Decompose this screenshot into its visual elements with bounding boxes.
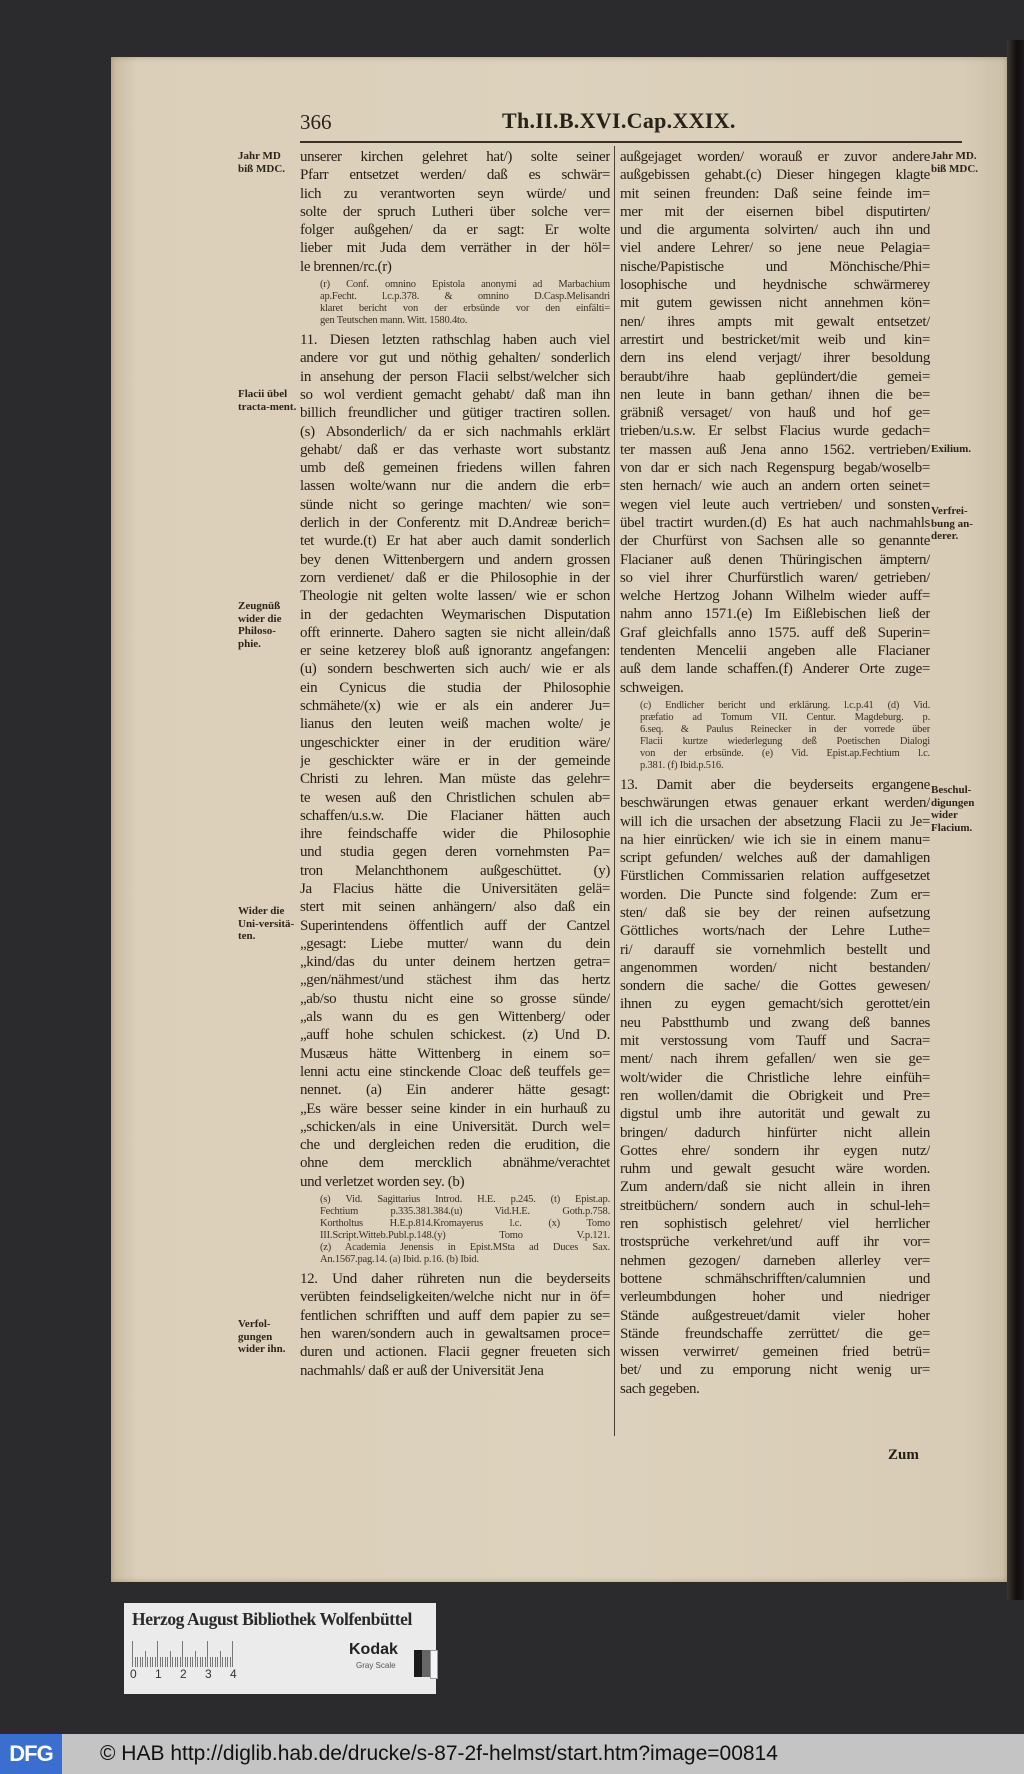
text-line: 12. Und daher rühreten nun die beyderseits <box>300 1271 610 1288</box>
ruler-tick <box>142 1657 143 1667</box>
ruler-tick <box>180 1657 181 1667</box>
text-line: nen leute in bann gethan/ ihnen die be= <box>620 386 930 403</box>
margin-note-accusations: Beschul-digungen wider Flacium. <box>931 784 975 834</box>
text-line: auß dem lande schaffen.(f) Anderer Orte zuge= <box>620 661 930 678</box>
ruler-tick <box>175 1657 176 1667</box>
text-line: und die argumenta solvirten/ auch ihn und <box>620 222 930 239</box>
text-line: mer mit der eisernen bibel disputirten/ <box>620 203 930 220</box>
gray-scale-label: Gray Scale <box>356 1661 396 1670</box>
ruler-tick <box>207 1641 208 1667</box>
text-line: nische/Papistische und Mönchische/Phi= <box>620 258 930 275</box>
text-line: streitbüchern/ sondern auch in schul-leh= <box>620 1197 930 1214</box>
running-title: Th.II.B.XVI.Cap.XXIX. <box>502 108 736 133</box>
footnote-line: 6.seq. & Paulus Reinecker in der vorrede über <box>640 723 930 735</box>
paragraph-block <box>620 776 930 1398</box>
ruler-tick <box>187 1657 188 1667</box>
margin-note-exile: Exilium. <box>931 443 972 455</box>
ruler-tick <box>157 1641 158 1667</box>
text-line: sten hernach/ wie auch an andern orten seinet= <box>620 478 930 495</box>
text-line: „Es wäre besser seine kinder in ein hurhauß zu <box>300 1100 610 1117</box>
text-line: hen waren/sondern auch in gewaltsamen proce= <box>300 1325 610 1342</box>
text-line: ter massen auß Jena anno 1562. vertrieben/ <box>620 441 930 458</box>
footnote-line: An.1567.pag.14. (a) Ibid. p.16. (b) Ibid. <box>320 1254 479 1266</box>
paragraph-block <box>300 148 610 276</box>
ruler-tick <box>177 1657 178 1667</box>
text-line: duren und actionen. Flacii gegner freueten sich <box>300 1344 610 1361</box>
text-line: offt erinnerte. Dahero sagten sie nicht allein/daß <box>300 624 610 641</box>
ruler-tick <box>182 1641 183 1667</box>
ruler-tick <box>225 1657 226 1667</box>
text-line: (s) Absonderlich/ da er sich nachmahls erklärt <box>300 423 610 440</box>
text-line: bringen/ dadurch hinfürter nicht allein <box>620 1124 930 1141</box>
ruler-tick <box>165 1657 166 1667</box>
text-line: schaffen/u.s.w. Die Flacianer hätten auch <box>300 807 610 824</box>
margin-note-universities: Wider die Uni-versitä-ten. <box>238 905 295 942</box>
text-line: übel tractirt wurden.(d) Es hat auch nachmahls <box>620 514 930 531</box>
text-line: nehmen gezogen/ darneben allerley ver= <box>620 1252 930 1269</box>
text-line: angenommen worden/ nicht bestanden/ <box>620 959 930 976</box>
page-number: 366 <box>300 110 332 134</box>
footer-bar <box>0 1734 1024 1774</box>
text-line: „gen/nähmest/und stächest ihm das hertz <box>300 972 610 989</box>
text-line: trieben/u.s.w. Er selbst Flacius wurde gedach= <box>620 423 930 440</box>
ruler-tick <box>162 1657 163 1667</box>
text-line: viel andere Lehrer/ so jene neue Pelagia= <box>620 240 930 257</box>
text-line: Pfarr entsetzet werden/ daß es schwär= <box>300 167 610 184</box>
text-line: von dar er sich nach Regenspurg begab/woselb= <box>620 460 930 477</box>
paragraph-block <box>300 1270 610 1380</box>
gray-patch-white <box>430 1650 438 1679</box>
ruler-tick <box>145 1651 146 1667</box>
text-line: lianus den leuten weiß machen wolte/ je <box>300 716 610 733</box>
text-line: ri/ darauff sie vornehmlich bestellt und <box>620 941 930 958</box>
footnote-line: Kortholtus H.E.p.814.Kromayerus l.c. (x) Tomo <box>320 1218 610 1230</box>
margin-note-flacius-treatment: Flacii übel tracta-ment. <box>238 388 297 413</box>
text-line: tet wurde.(t) Er hat aber auch damit sonderlich <box>300 533 610 550</box>
text-line: neu Pabstthumb und zwang deß bannes <box>620 1014 930 1031</box>
left-column <box>300 148 610 1380</box>
text-line: andere vor gut und nöthig gehalten/ sonderlich <box>300 350 610 367</box>
text-line: Flacianer auß denen Thüringischen ämptern/ <box>620 551 930 568</box>
text-line: lenni actu eine stinckende Cloac deß teuffels ge= <box>300 1063 610 1080</box>
text-line: Stände außgestreuet/damit vieler hoher <box>620 1307 930 1324</box>
text-line: ein Cynicus die studia der Philosophie <box>300 679 610 696</box>
text-line: wegen viel leute auch vertrieben/ und sonsten <box>620 496 930 513</box>
text-line: arrestirt und bestricket/mit weib und kin= <box>620 331 930 348</box>
ruler-tick <box>172 1657 173 1667</box>
book-binding <box>1007 40 1024 1600</box>
text-line: unserer kirchen gelehret hat/) solte seiner <box>300 149 610 165</box>
ruler-tick <box>155 1657 156 1667</box>
text-line: le brennen/rc.(r) <box>300 258 392 275</box>
scale-number: 1 <box>155 1667 162 1681</box>
footnote-line: klaret bericht von der erbsünde vor den einfälti= <box>320 303 610 315</box>
text-line: sondern die sache/ die Gottes gewesen/ <box>620 978 930 995</box>
text-line: will ich die ursachen der absetzung Flacii zu Je= <box>620 813 930 830</box>
footnote-line: p.381. (f) Ibid.p.516. <box>640 759 724 771</box>
ruler-tick <box>217 1657 218 1667</box>
footnote-line: (c) Endlicher bericht und erklärung. l.c.p.41 (d) Vid. <box>640 699 930 711</box>
kodak-brand: Kodak <box>349 1641 398 1658</box>
text-line: welche Hertzog Johann Wilhelm wieder auff= <box>620 588 930 605</box>
ruler-tick <box>135 1657 136 1667</box>
header-rule <box>300 141 962 143</box>
text-line: che und dergleichen reden die erudition, die <box>300 1137 610 1154</box>
text-line: beraubt/ihre haab geplündert/die gemei= <box>620 368 930 385</box>
text-line: folger außgehen/ da er sagt: Er wolte <box>300 222 610 239</box>
ruler-tick <box>212 1657 213 1667</box>
ruler-tick <box>210 1657 211 1667</box>
text-line: ruhm und gewalt gesucht wäre worden. <box>620 1161 930 1178</box>
text-line: der Churfürst von Sachsen alle so genannte <box>620 533 930 550</box>
gray-patch-mid <box>422 1650 430 1677</box>
text-line: nachmahls/ daß er auß der Universität Jena <box>300 1362 544 1379</box>
scale-number: 3 <box>205 1667 212 1681</box>
margin-note-expulsion: Verfrei-bung an-derer. <box>931 505 973 542</box>
footnote-block <box>300 1194 610 1266</box>
text-line: 13. Damit aber die beyderseits ergangene <box>620 776 930 793</box>
footnote-line: (z) Academia Jenensis in Epist.MSta ad Duces Sax. <box>320 1242 610 1254</box>
ruler-tick <box>160 1657 161 1667</box>
ruler-tick <box>132 1641 133 1667</box>
scale-number: 4 <box>230 1667 237 1681</box>
text-line: tron Melanchthonem außgeschüttet. (y) <box>300 862 610 879</box>
text-line: „kind/das du unter deinem hertzen getra= <box>300 954 610 971</box>
text-line: Fürstlichen Commissarien relation auffgesetzet <box>620 868 930 885</box>
text-line: Gottes ehre/ sondern ihr eygen nutz/ <box>620 1142 930 1159</box>
text-line: Zum andern/daß sie nicht allein in ihren <box>620 1179 930 1196</box>
text-line: beschwärungen etwas genauer erkant werden/ <box>620 795 930 812</box>
ruler-tick <box>137 1657 138 1667</box>
text-line: tendenten Mencelii angeben alle Flacianer <box>620 643 930 660</box>
text-line: er seine ketzerey bloß auß ignorantz angefangen: <box>300 643 610 660</box>
ruler-tick <box>227 1657 228 1667</box>
text-line: losophische und heydnische schwärmerey <box>620 277 930 294</box>
ruler-tick <box>205 1657 206 1667</box>
footnote-line: (s) Vid. Sagittarius Introd. H.E. p.245. (t) Epist.ap. <box>320 1194 610 1206</box>
text-line: ohne dem mercklich abnähme/verachtet <box>300 1155 610 1172</box>
text-line: sünde nicht so geringe machten/ wie son= <box>300 496 610 513</box>
text-line: bet/ und zu emporung nicht wenig ur= <box>620 1362 930 1379</box>
text-line: lich zu verantworten seyn würde/ und <box>300 185 610 202</box>
text-line: und verletzet worden sey. (b) <box>300 1173 465 1190</box>
text-line: außgebissen gehabt.(c) Dieser hingegen klagte <box>620 167 930 184</box>
text-line: mit gutem gewissen nicht annehmen kön= <box>620 295 930 312</box>
ruler-tick <box>197 1657 198 1667</box>
footnote-block <box>620 700 930 772</box>
text-line: „schicken/als in eine Universität. Durch wel= <box>300 1118 610 1135</box>
dfg-logo: DFG <box>0 1734 62 1774</box>
text-line: Graf gleichfalls anno 1575. auff deß Superin= <box>620 624 930 641</box>
text-line: ihre feindschaffe wider die Philosophie <box>300 826 610 843</box>
text-line: billich freundlicher und gütiger tractiren sollen. <box>300 405 610 422</box>
paragraph-block <box>620 148 930 697</box>
text-line: (u) sondern beschwerten sich auch/ wie er als <box>300 661 610 678</box>
footnote-line: von der erbsünde. (e) Vid. Epist.ap.Fechtium l.c. <box>640 747 930 759</box>
text-line: mit seinen freunden: Daß seine feinde im= <box>620 185 930 202</box>
text-line: Göttliches worts/nach der Lehre Luthe= <box>620 923 930 940</box>
text-line: wissen verwirret/ gemeinen fried betrü= <box>620 1344 930 1361</box>
library-label-card <box>124 1603 436 1694</box>
ruler-tick <box>152 1657 153 1667</box>
paragraph-block <box>300 331 610 1191</box>
scale-number: 0 <box>130 1667 137 1681</box>
ruler-tick <box>167 1657 168 1667</box>
copyright-link[interactable]: © HAB http://diglib.hab.de/drucke/s-87-2f-helmst/start.htm?image=00814 <box>100 1742 778 1765</box>
text-line: bey denen Wittenbergern und andern grossen <box>300 551 610 568</box>
text-line: ren wollen/damit die Obrigkeit und Pre= <box>620 1087 930 1104</box>
text-line: in der gedachten Weymarischen Disputation <box>300 606 610 623</box>
margin-note-year-left: Jahr MD biß MDC. <box>238 150 286 175</box>
ruler-tick <box>190 1657 191 1667</box>
text-line: stert mit seinen anhängern/ also daß ein <box>300 899 610 916</box>
footnote-line: (r) Conf. omnino Epistola anonymi ad Marbachium <box>320 279 610 291</box>
text-line: digstul umb ihre autorität und gewalt zu <box>620 1106 930 1123</box>
footnote-block <box>300 279 610 327</box>
text-line: so viel ihrer Churfürstlich waren/ getrieben/ <box>620 569 930 586</box>
ruler-tick <box>150 1657 151 1667</box>
text-line: mit verstossung vom Tauff und Sacra= <box>620 1033 930 1050</box>
text-line: fentlichen schrifften und auff dem papier zu se= <box>300 1307 610 1324</box>
text-line: Christi zu lehren. Man müste das gelehr= <box>300 771 610 788</box>
ruler-tick <box>185 1657 186 1667</box>
text-line: 11. Diesen letzten rathschlag haben auch viel <box>300 332 610 349</box>
text-line: trostsprüche verkehret/und auff ihr vor= <box>620 1234 930 1251</box>
text-line: ihnen zu eygen gemacht/sich gerottet/ein <box>620 996 930 1013</box>
text-line: schweigen. <box>620 679 684 696</box>
text-line: „als wann du es gen Wittenberg/ oder <box>300 1009 610 1026</box>
ruler-tick <box>147 1657 148 1667</box>
text-line: ren sophistisch gelehret/ viel herrlicher <box>620 1216 930 1233</box>
text-line: schmähete/(x) wie er als ein anderer Ju= <box>300 698 610 715</box>
text-line: nen/ ihres ampts mit gewalt entsetzet/ <box>620 313 930 330</box>
text-line: derlich in der Conferentz mit D.Andreæ berich= <box>300 515 610 532</box>
text-line: sten/ daß sie bey der reinen aufsetzung <box>620 904 930 921</box>
text-line: wolt/wider die Christliche lehre einfüh= <box>620 1069 930 1086</box>
ruler-tick <box>200 1657 201 1667</box>
ruler-tick <box>215 1657 216 1667</box>
text-line: Theologie nit gelten wolte lassen/ wie er schon <box>300 588 610 605</box>
ruler-tick <box>140 1657 141 1667</box>
text-line: lieber mit Juda dem verräther in der höl= <box>300 240 610 257</box>
text-line: je geschickter wäre er in der gemeinde <box>300 752 610 769</box>
text-line: in ansehung der person Flacii selbst/welcher sich <box>300 368 610 385</box>
ruler-tick <box>232 1641 233 1667</box>
text-line: nahm anno 1571.(e) Im Eißlebischen ließ der <box>620 606 930 623</box>
text-line: „gesagt: Liebe mutter/ wann du dein <box>300 935 610 952</box>
text-line: Musæus hätte Wittenberg in einem so= <box>300 1045 610 1062</box>
text-line: bottene schmähschrifften/calumnien und <box>620 1270 930 1287</box>
footnote-line: Flacii kurtze wiederlegung deß Poetischen Dialogi <box>640 735 930 747</box>
text-line: worden. Die Puncte sind folgende: Zum er= <box>620 886 930 903</box>
text-line: Superintendens öffentlich auff der Cantzel <box>300 917 610 934</box>
ruler-tick <box>192 1657 193 1667</box>
footnote-line: gen Teutschen mann. Witt. 1580.4to. <box>320 315 468 327</box>
text-line: und studia gegen deren vornehmsten Pa= <box>300 844 610 861</box>
text-line: zorn verdienet/ daß er die Philosophie in der <box>300 569 610 586</box>
gray-patch-black <box>414 1650 422 1677</box>
ruler-tick <box>220 1651 221 1667</box>
footnote-line: ap.Fecht. l.c.p.378. & omnino D.Casp.Melisandri <box>320 291 610 303</box>
footnote-line: III.Script.Witteb.Publ.p.148.(y) Tomo V.p.121. <box>320 1230 610 1242</box>
text-line: verübten feindseligkeiten/welche nicht nur in öf= <box>300 1289 610 1306</box>
margin-note-year-right: Jahr MD. biß MDC. <box>931 150 979 175</box>
text-line: außgejaget worden/ worauß er zuvor andere <box>620 149 930 165</box>
library-name: Herzog August Bibliothek Wolfenbüttel <box>132 1609 412 1629</box>
footnote-line: præfatio ad Tomum VII. Centur. Magdeburg. p. <box>640 711 930 723</box>
text-line: gräbniß versaget/ von hauß und hof ge= <box>620 405 930 422</box>
text-line: script gefunden/ welches auß der damahligen <box>620 850 930 867</box>
ruler-tick <box>230 1657 231 1667</box>
text-line: Ja Flacius hätte die Universitäten gelä= <box>300 880 610 897</box>
scale-number: 2 <box>180 1667 187 1681</box>
text-line: so wol verdient gemacht gehabt/ daß man ihn <box>300 386 610 403</box>
text-line: verleumbdungen hoher und niedriger <box>620 1289 930 1306</box>
catchword: Zum <box>888 1447 919 1463</box>
ruler-tick <box>222 1657 223 1667</box>
text-line: umb deß gemeinen friedens willen fahren <box>300 460 610 477</box>
right-column <box>620 148 930 1398</box>
text-line: na hier einrücken/ wie ich sie in einem manu= <box>620 831 930 848</box>
text-line: dern ins elend verjagt/ ihrer besoldung <box>620 350 930 367</box>
text-line: „ab/so thustu nicht eine so grosse sünde/ <box>300 990 610 1007</box>
text-line: gehabt/ daß er das verhaste wort substantz <box>300 441 610 458</box>
ruler-tick <box>202 1657 203 1667</box>
text-line: Stände freundschaffe zerrüttet/ die ge= <box>620 1325 930 1342</box>
ruler-tick <box>195 1651 196 1667</box>
footnote-line: Fechtium p.335.381.384.(u) Vid.H.E. Goth.p.758. <box>320 1206 610 1218</box>
ruler-scale <box>132 1639 232 1667</box>
text-line: lassen wolte/wann nur die andern die erb= <box>300 478 610 495</box>
text-line: ment/ nach ihrem gefallen/ wen sie ge= <box>620 1051 930 1068</box>
text-line: sach gegeben. <box>620 1380 700 1397</box>
text-line: nennet. (a) Ein anderer hätte gesagt: <box>300 1082 610 1099</box>
text-line: ungeschickter einer in der erudition wäre/ <box>300 734 610 751</box>
margin-note-philosophy: Zeugnüß wider die Philoso-phie. <box>238 600 282 650</box>
text-line: „auff hohe schulen schickest. (z) Und D. <box>300 1027 610 1044</box>
ruler-tick <box>170 1651 171 1667</box>
text-line: solte der spruch Lutheri über solche ver= <box>300 203 610 220</box>
margin-note-persecutions: Verfol-gungen wider ihn. <box>238 1318 286 1355</box>
text-line: te wesen auß den Christlichen schulen ab= <box>300 789 610 806</box>
column-divider <box>614 146 615 1436</box>
